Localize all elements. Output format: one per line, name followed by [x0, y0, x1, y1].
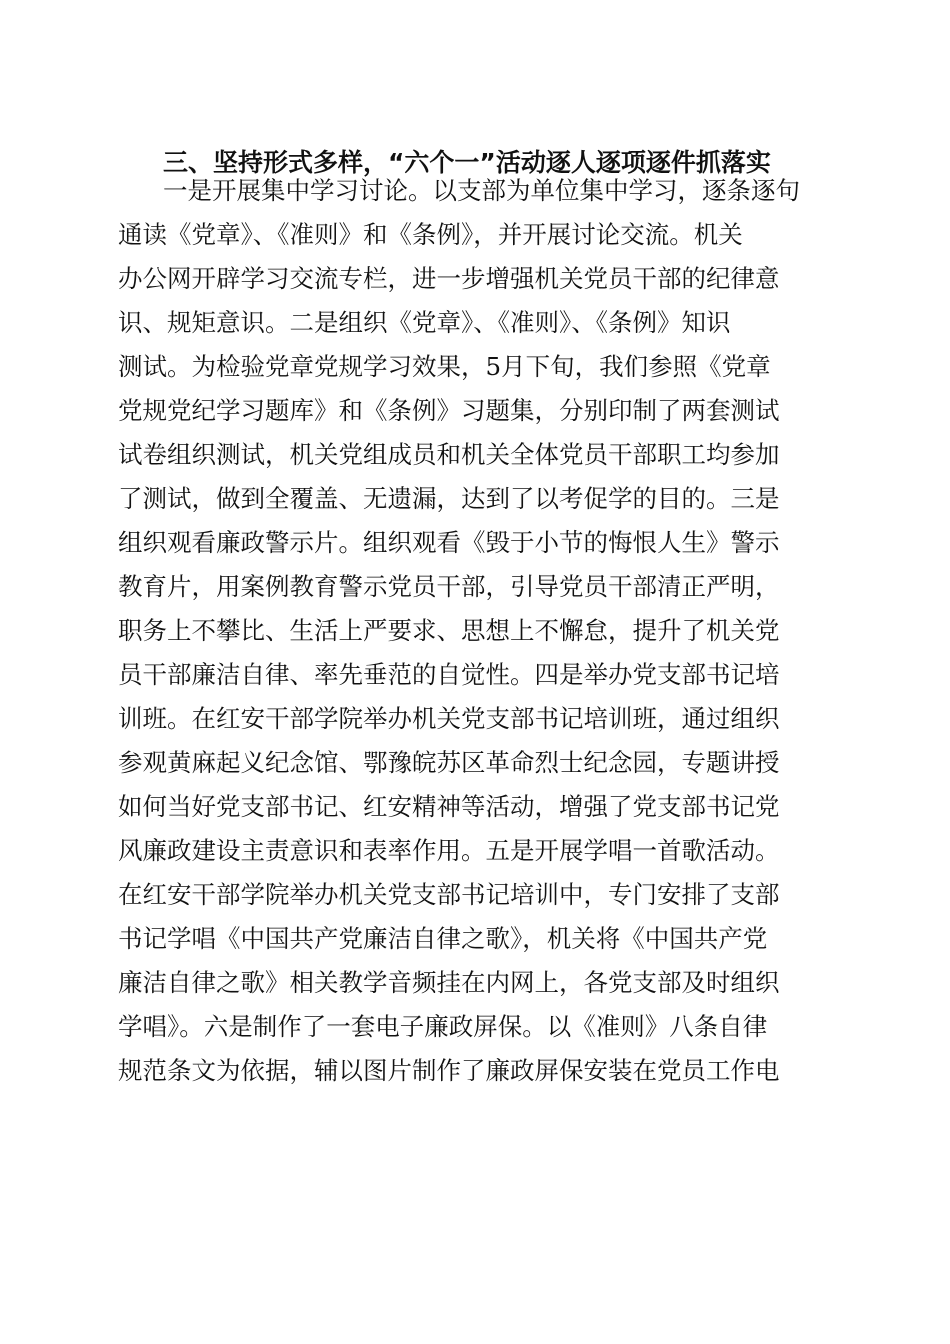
text-line: 如何当好党支部书记、红安精神等活动，增强了党支部书记党: [118, 792, 780, 821]
text-line: 测试。为检验党章党规学习效果，5月下旬，我们参照《党章: [118, 352, 771, 381]
text-line: 职务上不攀比、生活上严要求、思想上不懈怠，提升了机关党: [118, 616, 780, 645]
text-line: 书记学唱《中国共产党廉洁自律之歌》，机关将《中国共产党: [118, 924, 768, 953]
text-line: 通读《党章》、《准则》和《条例》，并开展讨论交流。机关: [118, 220, 743, 249]
text-line: 风廉政建设主责意识和表率作用。五是开展学唱一首歌活动。: [118, 836, 780, 865]
text-line: 学唱》。六是制作了一套电子廉政屏保。以《准则》八条自律: [118, 1012, 768, 1041]
section-heading: 三、坚持形式多样，“六个一”活动逐人逐项逐件抓落实: [163, 148, 771, 177]
text-line: 训班。在红安干部学院举办机关党支部书记培训班，通过组织: [118, 704, 780, 733]
text-line: 识、规矩意识。二是组织《党章》、《准则》、《条例》知识: [118, 308, 731, 337]
text-line: 党规党纪学习题库》和《条例》习题集，分别印制了两套测试: [118, 396, 780, 425]
text-line: 在红安干部学院举办机关党支部书记培训中，专门安排了支部: [118, 880, 780, 909]
text-line: 参观黄麻起义纪念馆、鄂豫皖苏区革命烈士纪念园，专题讲授: [118, 748, 780, 777]
text-line: 员干部廉洁自律、率先垂范的自觉性。四是举办党支部书记培: [118, 660, 780, 689]
text-line: 规范条文为依据，辅以图片制作了廉政屏保安装在党员工作电: [118, 1056, 780, 1085]
text-line: 了测试，做到全覆盖、无遗漏，达到了以考促学的目的。三是: [118, 484, 780, 513]
text-line: 办公网开辟学习交流专栏，进一步增强机关党员干部的纪律意: [118, 264, 780, 293]
text-line: 试卷组织测试，机关党组成员和机关全体党员干部职工均参加: [118, 440, 780, 469]
text-line: 教育片，用案例教育警示党员干部，引导党员干部清正严明，: [118, 572, 780, 601]
body-paragraph: [118, 169, 828, 1093]
text-line: 组织观看廉政警示片。组织观看《毁于小节的悔恨人生》警示: [118, 528, 780, 557]
text-line: 一是开展集中学习讨论。以支部为单位集中学习，逐条逐句: [163, 176, 800, 205]
text-line: 廉洁自律之歌》相关教学音频挂在内网上，各党支部及时组织: [118, 968, 780, 997]
